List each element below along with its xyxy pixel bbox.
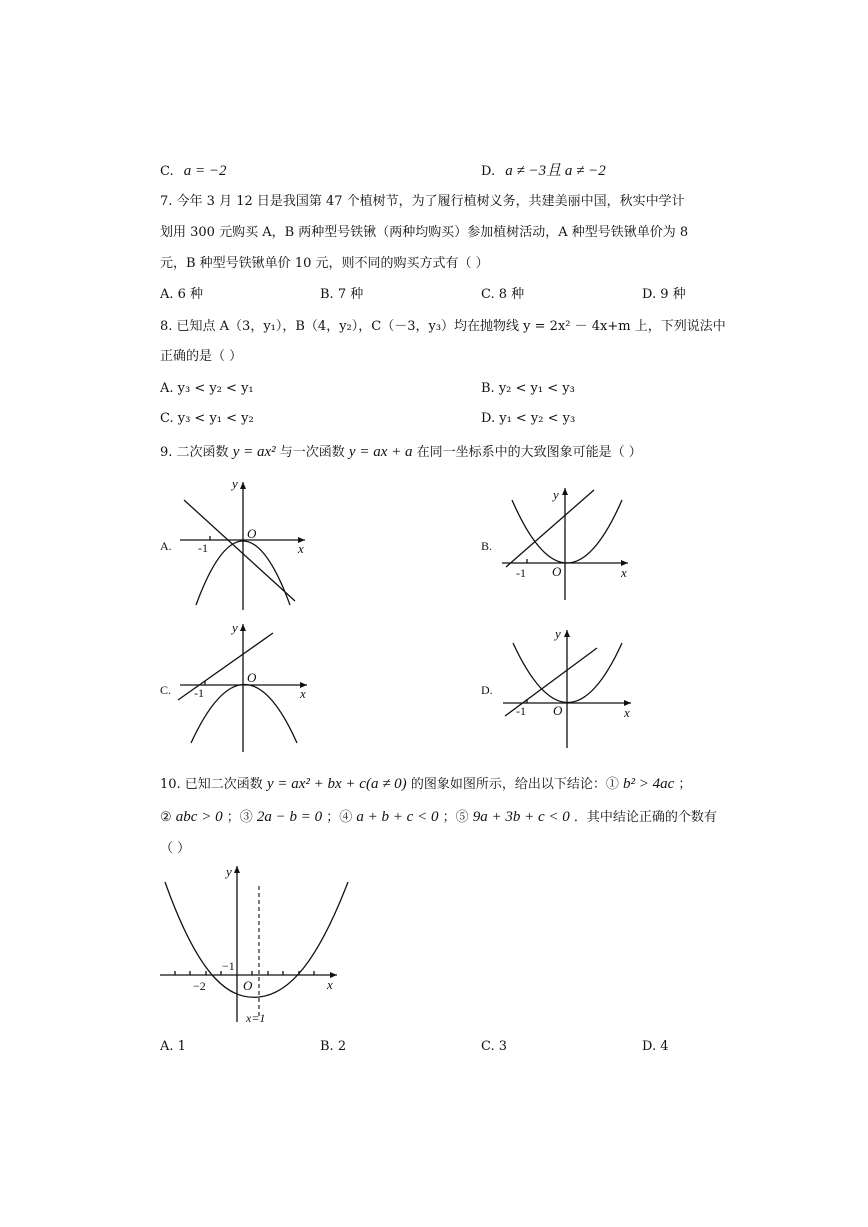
q10-l2-e: ．其中结论正确的个数有 [573,810,717,825]
q10-l2-m3: a + b + c < 0 [356,809,439,825]
x-label: x [624,705,630,720]
y-label: y [232,476,238,491]
origin-label: O [247,526,257,541]
q7-option-b: B. 7 种 [320,287,364,302]
q6-option-d-label: D. [481,164,496,179]
y-label: y [553,487,559,502]
q10-line-3: （ ） [160,841,191,856]
y-axis-arrow [234,866,240,873]
x-label: x [621,565,627,580]
label-neg1: −1 [222,959,235,973]
q9-option-a-label: A. [160,539,172,553]
q10-option-d: D. 4 [642,1039,669,1054]
q7-line-3: 元，B 种型号铁锹单价 10 元，则不同的购买方式有（ ） [160,256,489,271]
q10-math-2: b² > 4ac [622,776,675,792]
q9-stem-text-a: 9. 二次函数 [160,445,229,460]
q10-text-b: 的图象如图所示，给出以下结论：① [410,777,619,792]
q6-option-c-math: a = −2 [183,163,227,179]
x-label: x [300,686,306,701]
q10-l2-d: ；⑤ [442,810,469,825]
q7-option-a: A. 6 种 [160,287,204,302]
origin-label: O [243,978,253,993]
q8-option-a: A. y₃ < y₂ < y₁ [160,381,254,396]
q7-option-c: C. 8 种 [481,287,525,302]
q9-option-b-label: B. [481,539,493,553]
q10-l2-a: ② [160,810,172,825]
q9-stem-text-c: 在同一坐标系中的大致图象可能是（ ） [416,445,642,460]
x-label: x [327,977,333,992]
q10-l2-c: ；④ [326,810,353,825]
q10-text-a: 10. 已知二次函数 [160,777,263,792]
q9-stem-math-2: y = ax + a [348,444,413,460]
q9-option-c-label: C. [160,683,172,697]
q9-option-d-label: D. [481,683,493,697]
q7-line-2: 划用 300 元购买 A，B 两种型号铁锹（两种均购买）参加植树活动，A 种型号铁锹单价为 8 [160,225,689,240]
q10-l2-m1: abc > 0 [175,809,223,825]
y-label: y [232,620,238,635]
origin-label: O [247,670,257,685]
q10-option-c: C. 3 [481,1039,508,1054]
q6-option-c-label: C. [160,164,174,179]
y-label: y [226,864,232,879]
q9-stem-text-b: 与一次函数 [279,445,345,460]
y-label: y [555,626,561,641]
tick-label: -1 [516,566,526,580]
q7-option-d: D. 9 种 [642,287,686,302]
label-neg2: −2 [193,979,206,993]
tick-label: -1 [198,541,208,555]
q10-l2-m2: 2a − b = 0 [256,809,323,825]
origin-label: O [552,564,562,579]
q10-text-c: ； [678,777,692,792]
q10-l2-m4: 9a + 3b + c < 0 [472,809,570,825]
q9-stem-math-1: y = ax² [232,444,276,460]
q8-option-b: B. y₂ < y₁ < y₃ [481,381,575,396]
x-label: x [298,541,304,556]
q8-line-2: 正确的是（ ） [160,349,243,364]
q8-option-c: C. y₃ < y₁ < y₂ [160,411,254,426]
symmetry-label: x=1 [246,1011,266,1025]
q6-option-d-math: a ≠ −3且 a ≠ −2 [505,163,606,179]
tick-label: -1 [194,686,204,700]
q10-math-1: y = ax² + bx + c(a ≠ 0) [266,776,407,792]
q7-line-1: 7. 今年 3 月 12 日是我国第 47 个植树节，为了履行植树义务，共建美丽中国，秋实中学计 [160,194,685,209]
tick-label: -1 [516,704,526,718]
q8-line-1: 8. 已知点 A（3，y₁），B（4，y₂），C（－3，y₃）均在抛物线 y = 2x² － 4x+m 上，下列说法中 [160,319,726,334]
q10-option-a: A. 1 [160,1039,186,1054]
q10-option-b: B. 2 [320,1039,347,1054]
origin-label: O [553,703,563,718]
q8-option-d: D. y₁ < y₂ < y₃ [481,411,576,426]
q10-l2-b: ；③ [226,810,253,825]
